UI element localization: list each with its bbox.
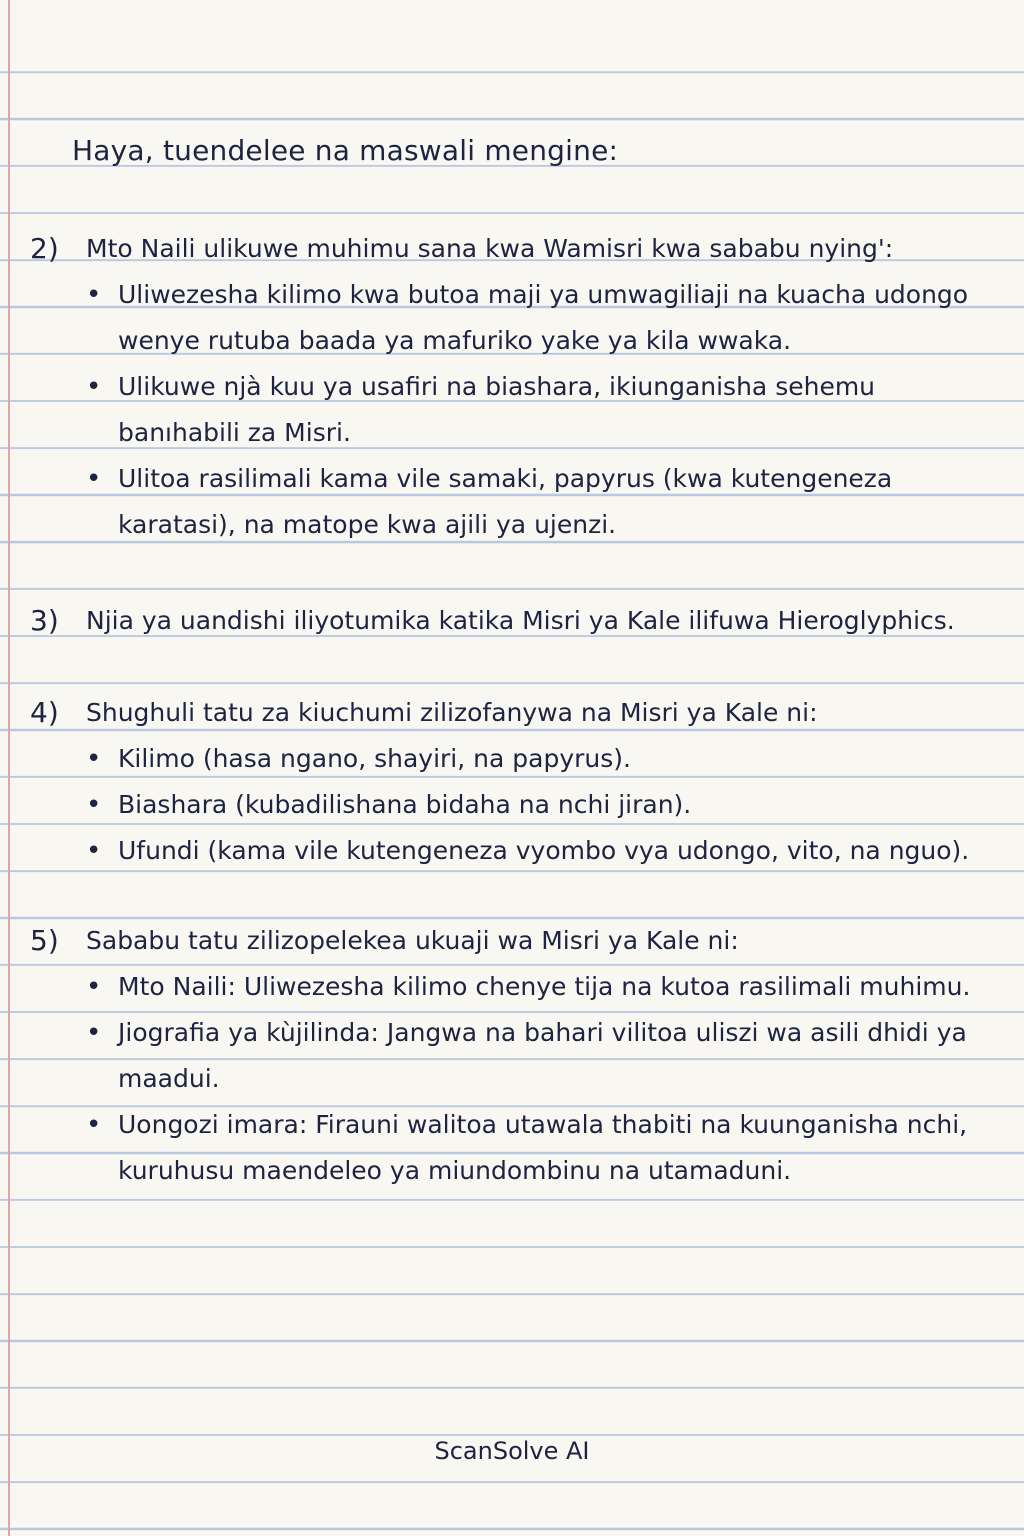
- list-item: [86, 1010, 1005, 1102]
- bullet-text: Ufundi (kama vile kutengeneza vyombo vya udongo, vito, na nguo).: [118, 836, 970, 865]
- bullet-icon: •: [86, 836, 102, 866]
- bullet-icon: •: [86, 1018, 102, 1048]
- red-margin-line: [8, 0, 10, 1536]
- list-item: [86, 364, 1005, 456]
- question-3: [30, 598, 1005, 644]
- bullet-text: Ulitoa rasilimali kama vile samaki, papyrus (kwa kutengeneza karatasi), na matope kwa ajili ya ujenzi.: [118, 464, 893, 539]
- question-2: [30, 226, 1005, 548]
- bullet-text: Jiografia ya kùjilinda: Jangwa na bahari vilitoa uliszi wa asili dhidi ya maadui.: [118, 1018, 967, 1093]
- bullet-text: Uliwezesha kilimo kwa butoa maji ya umwagiliaji na kuacha udongo wenye rutuba baada ya mafuriko yake ya kila wwaka.: [118, 280, 969, 355]
- bullet-text: Biashara (kubadilishana bidaha na nchi jiran).: [118, 790, 692, 819]
- list-item: [86, 1102, 1005, 1194]
- bullet-text: Uongozi imara: Firauni walitoa utawala thabiti na kuunganisha nchi, kuruhusu maendeleo ya miundombinu na utamaduni.: [118, 1110, 968, 1185]
- question-2-bullets: [30, 272, 1005, 548]
- list-item: [86, 782, 1005, 828]
- bullet-text: Kilimo (hasa ngano, shayiri, na papyrus).: [118, 744, 631, 773]
- bullet-icon: •: [86, 372, 102, 402]
- question-4: [30, 690, 1005, 874]
- bullet-icon: •: [86, 790, 102, 820]
- bullet-icon: •: [86, 972, 102, 1002]
- question-text: Njia ya uandishi iliyotumika katika Misri ya Kale ilifuwa Hieroglyphics.: [86, 606, 955, 635]
- bullet-icon: •: [86, 1110, 102, 1140]
- list-item: [86, 828, 1005, 874]
- bullet-icon: •: [86, 280, 102, 310]
- footer-brand-label: ScanSolve AI: [434, 1437, 590, 1465]
- list-item: [86, 964, 1005, 1010]
- question-5-header: [30, 918, 1005, 964]
- list-item: [86, 456, 1005, 548]
- question-text: Mto Naili ulikuwe muhimu sana kwa Wamisri kwa sababu nying':: [86, 234, 894, 263]
- bullet-icon: •: [86, 464, 102, 494]
- question-text: Shughuli tatu za kiuchumi zilizofanywa na Misri ya Kale ni:: [86, 698, 818, 727]
- question-number: 3): [30, 604, 59, 637]
- question-number: 5): [30, 924, 59, 957]
- bullet-text: Mto Naili: Uliwezesha kilimo chenye tija na kutoa rasilimali muhimu.: [118, 972, 971, 1001]
- intro-text: Haya, tuendelee na maswali mengine:: [72, 134, 619, 167]
- bullet-text: Ulikuwe njà kuu ya usafiri na biashara, ikiunganisha sehemu banıhabili za Misri.: [118, 372, 876, 447]
- question-3-header: [30, 598, 1005, 644]
- bullet-icon: •: [86, 744, 102, 774]
- list-item: [86, 736, 1005, 782]
- list-item: [86, 272, 1005, 364]
- question-2-header: [30, 226, 1005, 272]
- question-5-bullets: [30, 964, 1005, 1194]
- question-4-bullets: [30, 736, 1005, 874]
- question-text: Sababu tatu zilizopelekea ukuaji wa Misri ya Kale ni:: [86, 926, 739, 955]
- question-4-header: [30, 690, 1005, 736]
- question-number: 4): [30, 696, 59, 729]
- question-number: 2): [30, 232, 59, 265]
- question-5: [30, 918, 1005, 1194]
